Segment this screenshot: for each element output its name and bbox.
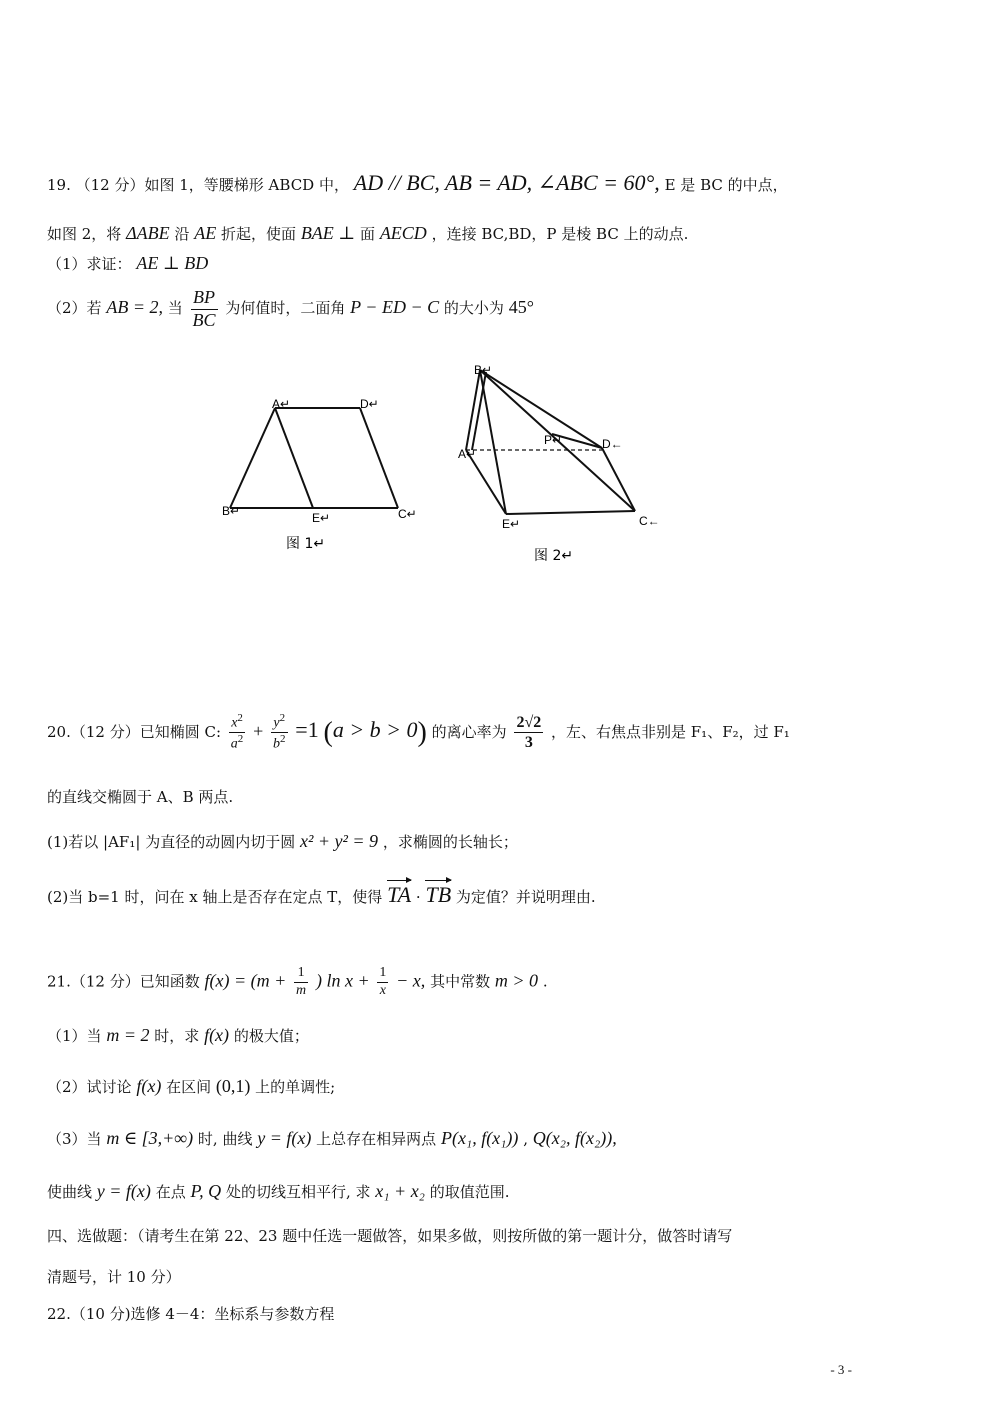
q21-p1-b: 时，求 (154, 1027, 200, 1045)
edge-dc (602, 448, 635, 511)
label-p: P↵ (544, 433, 563, 447)
q19-p2-ab: AB = 2, (106, 297, 163, 318)
q21-part1 (47, 1025, 309, 1047)
q20-p2-a: (2)当 b=1 时，问在 x 轴上是否存在定点 T，使得 (47, 888, 383, 906)
figure-1-drawing (220, 375, 420, 555)
label-a: A↵ (458, 447, 477, 461)
figure-1 (220, 375, 420, 555)
edge-ab (230, 408, 275, 508)
fraction-denominator: $b^2$ (273, 733, 286, 753)
edge-ba (466, 370, 480, 450)
q21-f-mid: ) ln x + (315, 970, 370, 991)
q19-p2-label: （2）若 (47, 299, 102, 318)
figure-1-caption: 图 1↵ (286, 536, 326, 552)
fraction-numerator: $x^2$ (229, 712, 246, 733)
q22-text: 22.（10 分)选修 4－4：坐标系与参数方程 (47, 1305, 335, 1323)
q21-p1-m: m = 2 (106, 1025, 150, 1045)
fraction-numerator: 1 (377, 965, 388, 983)
label-d: D↵ (360, 397, 379, 411)
q21-p3-point-q: Q(x₂, f(x₂)), (532, 1128, 617, 1148)
q21-l4-y: y = f(x) (96, 1181, 151, 1201)
q21-p3-comma: , (523, 1130, 528, 1148)
q19-p2-mid: 为何值时，二面角 (225, 299, 346, 318)
fraction-numerator: 2√2 (514, 713, 543, 733)
label-b: B↵ (222, 504, 241, 518)
fraction-numerator: BP (191, 287, 218, 310)
q19-triangle: ΔABE (126, 223, 170, 243)
page-number: - 3 - (830, 1362, 852, 1377)
q19-part1 (47, 253, 208, 275)
q21-p3-a: （3）当 (47, 1130, 102, 1148)
q21-l4-d: 的取值范围. (429, 1183, 510, 1201)
edge-ae (275, 408, 313, 508)
q20-x-fraction (229, 712, 246, 754)
label-c: C← (639, 514, 660, 528)
q19-line2 (47, 223, 688, 245)
fraction-denominator: x (379, 982, 386, 998)
q21-cond-m: m > 0 (494, 970, 539, 991)
q19-head: 19. （12 分）如图 1，等腰梯形 ABCD 中， (47, 176, 349, 194)
q20-p1-circle: x² + y² = 9 (299, 831, 379, 851)
edge-ba-2 (472, 372, 486, 450)
q21-p2-a: （2）试讨论 (47, 1078, 132, 1096)
q19-line1 (47, 170, 788, 196)
q19-aecd: AECD (379, 223, 427, 243)
q21-line4 (47, 1181, 510, 1203)
q21-fraction-1-m (294, 965, 308, 1000)
q19-p1-label: （1）求证： (47, 255, 132, 273)
q21-l4-c: 处的切线互相平行, 求 (225, 1183, 371, 1201)
q20-part1 (47, 831, 518, 853)
fraction-numerator: 1 (294, 965, 308, 983)
q22-line (47, 1305, 334, 1323)
q21-part3 (47, 1128, 617, 1150)
q21-p3-c: 上总存在相异两点 (316, 1130, 437, 1148)
fraction-numerator: $y^2$ (271, 712, 288, 733)
edge-dc (360, 408, 398, 508)
q21-p2-c: 上的单调性; (255, 1078, 336, 1096)
q19-p1-math: AE ⊥ BD (136, 253, 209, 273)
q19-text-c: 折起，使面 (221, 225, 297, 243)
q19-text-e: ，连接 BC,BD，P 是棱 BC 上的动点. (431, 225, 689, 243)
q21-p3-b: 时, 曲线 (197, 1130, 253, 1148)
figure-2-drawing (452, 358, 667, 573)
vector-ta: TA (387, 882, 412, 907)
q19-bae: BAE ⊥ (300, 223, 356, 243)
var-x: x (231, 715, 238, 731)
q20-p2-dot: · (415, 888, 421, 906)
q19-text-a: 如图 2，将 (47, 225, 122, 243)
q21-p2-f: f(x) (136, 1076, 162, 1096)
fraction-denominator: BC (192, 309, 216, 330)
q21-f-lhs: f(x) = (m + (204, 970, 287, 991)
q21-l4-a: 使曲线 (47, 1183, 93, 1201)
edge-ec (506, 511, 635, 514)
q19-p2-tail: 的大小为 (443, 299, 504, 318)
q21-p3-y: y = f(x) (257, 1128, 312, 1148)
q21-line1 (47, 965, 548, 1000)
q21-p1-a: （1）当 (47, 1027, 102, 1045)
label-e: E↵ (502, 517, 521, 531)
q21-p2-b: 在区间 (166, 1078, 212, 1096)
q20-p1-c: ，求椭圆的长轴长； (382, 833, 518, 851)
vector-tb: TB (425, 882, 452, 907)
q20-equals: =1 (295, 716, 319, 742)
q20-mid: 的离心率为 (431, 722, 507, 741)
q20-line2 (47, 788, 233, 806)
figure-2-caption: 图 2↵ (534, 548, 574, 564)
var-b: b (273, 737, 281, 753)
q21-cond-a: 其中常数 (430, 972, 491, 991)
q19-condition: AD // BC, AB = AD, ∠ABC = 60°, (353, 170, 660, 195)
fraction-denominator: m (296, 982, 307, 998)
var-a: a (230, 737, 238, 753)
q21-p1-f: f(x) (204, 1025, 230, 1045)
q19-text-d: 面 (360, 225, 376, 243)
q20-p2-b: 为定值？并说明理由. (455, 888, 596, 906)
q21-part2 (47, 1076, 335, 1098)
q20-line2-text: 的直线交椭圆于 A、B 两点. (47, 788, 234, 806)
q21-l4-sum: x₁ + x₂ (375, 1181, 425, 1201)
q20-p1-a: (1)若以 (47, 833, 99, 851)
figure-2 (452, 358, 667, 573)
label-e: E↵ (312, 511, 331, 525)
q20-part2 (47, 882, 596, 908)
section-4-text-1: 四、选做题：（请考生在第 22、23 题中任选一题做答，如果多做，则按所做的第一题计分，做答时请写 (47, 1227, 733, 1245)
section-4-line2 (47, 1268, 181, 1286)
q21-f-tail: − x, (396, 970, 426, 991)
q19-part2 (47, 287, 534, 331)
q19-p2-degree: 45° (508, 297, 534, 318)
q19-p2-dang: 当 (167, 299, 183, 318)
q20-line1: 20.（12 分）已知椭圆 C: $\frac{x^2}{a^2}$ + $\frac{y^2}{b^2}$ =1 (a > b > 0) 的离心率为 $\frac{2√2}{3}$ ，左、右焦点非别是 F₁、F₂，过 F₁ (47, 712, 790, 753)
q21-fraction-1-x (377, 965, 388, 1000)
q20-tail: ，左、右焦点非别是 F₁、F₂，过 F₁ (551, 722, 790, 741)
q20-p1-b: 为直径的动圆内切于圆 (145, 833, 296, 851)
q19-p2-fraction (191, 287, 218, 331)
q21-l4-pq: P, Q (190, 1181, 222, 1201)
section-4-text-2: 清题号，计 10 分） (47, 1268, 181, 1286)
q19-tail: E 是 BC 的中点， (664, 176, 788, 194)
q21-l4-b: 在点 (155, 1183, 186, 1201)
label-c: C↵ (398, 507, 417, 521)
q19-p2-angle: P − ED − C (350, 297, 440, 318)
label-d: D← (602, 437, 623, 451)
fraction-denominator: $a^2$ (230, 733, 244, 753)
q21-p2-interval: (0,1) (215, 1076, 251, 1096)
q20-eccentricity (514, 713, 543, 752)
fraction-denominator: 3 (524, 734, 533, 752)
q19-text-b: 沿 (174, 225, 190, 243)
section-4-line1 (47, 1227, 732, 1245)
q21-p3-m: m ∈ [3,+∞) (106, 1128, 194, 1148)
label-a: A↵ (272, 397, 291, 411)
q20-p1-af: |AF₁| (103, 833, 141, 851)
var-y: y (273, 715, 280, 731)
q19-ae: AE (194, 223, 217, 243)
label-b: B↵ (474, 363, 493, 377)
q20-y-fraction (271, 712, 288, 754)
q21-head: 21.（12 分）已知函数 (47, 972, 200, 991)
q21-p3-point-p: P(x₁, f(x₁)) (440, 1128, 519, 1148)
q21-p1-c: 的极大值； (233, 1027, 309, 1045)
q20-condition: a > b > 0 (332, 716, 418, 742)
q20-head: 20.（12 分）已知椭圆 C: (47, 722, 222, 741)
edge-bd (480, 370, 602, 448)
q21-cond-end: . (542, 972, 548, 991)
